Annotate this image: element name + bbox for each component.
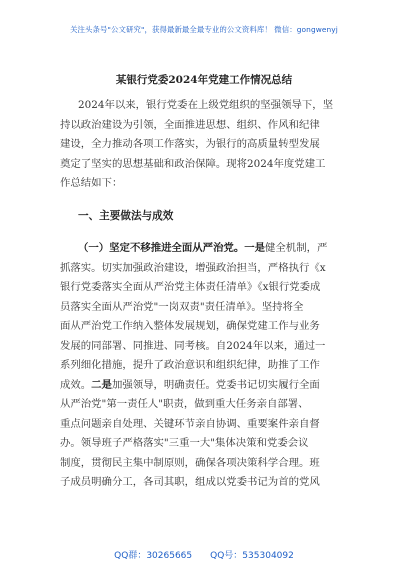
body-text: 成效。 — [60, 378, 92, 391]
subsection-first-line — [60, 239, 360, 259]
point-lead: 二是 — [91, 378, 112, 391]
footer-qq-number: QQ号：535304092 — [210, 551, 294, 561]
body-text: 健全机制，严 — [265, 242, 328, 254]
body-line: 发展的同部署、同推进、同考核。自2024年以来，通过一 — [60, 339, 326, 352]
intro-line: 持以政治建设为引领，全面推进思想、组织、作风和纪律 — [60, 118, 320, 131]
body-line: 银行党委落实全面从严治党主体责任清单》《x银行党委成 — [60, 281, 321, 293]
body-text: 加强领导，明确责任。党委书记切实履行全面 — [111, 378, 320, 391]
body-line: 系列细化措施，提升了政治意识和组织纪律，助推了工作 — [60, 359, 320, 371]
body-line — [60, 376, 360, 396]
footer-contact — [0, 548, 408, 561]
section-heading: 一、主要做法与成效 — [78, 209, 174, 222]
body-line: 抓落实。切实加强政治建设，增强政治担当，严格执行《x — [60, 261, 326, 274]
document-title: 某银行党委2024年党建工作情况总结 — [115, 74, 293, 86]
body-line: 员落实全面从严治党"一岗双责"责任清单》。坚持将全 — [60, 300, 304, 313]
intro-line: 2024年以来，银行党委在上级党组织的坚强领导下，坚 — [78, 99, 334, 111]
intro-line: 奠定了坚实的思想基础和政治保障。现将2024年度党建工 — [60, 157, 326, 170]
document-body — [60, 96, 360, 493]
body-line: 办。领导班子严格落实"三重一大"集体决策和党委会议 — [60, 437, 309, 449]
point-lead: 一是 — [244, 242, 266, 254]
body-line: 面从严治党工作纳入整体发展规划，确保党建工作与业务 — [60, 320, 320, 332]
intro-line: 建设，全力推动各项工作落实，为银行的高质量转型发展 — [60, 138, 320, 150]
body-line: 重点问题亲自处理、关键环节亲自协调、重要案件亲自督 — [60, 417, 320, 430]
body-line: 子成员明确分工，各司其职，组成以党委书记为首的党风 — [60, 476, 320, 488]
footer-qq-group: QQ群：30265665 — [114, 551, 193, 561]
body-line: 从严治党"第一责任人"职责，做到重大任务亲自部署、 — [60, 398, 309, 410]
spacer — [60, 226, 360, 239]
header-notice: 关注头条号"公文研究"，获得最新最全最专业的公文资料库！ 微信：gongwenyj — [70, 25, 338, 34]
body-line: 制度，贯彻民主集中制原则，确保各项决策科学合理。班 — [60, 456, 320, 469]
intro-line: 作总结如下： — [60, 177, 123, 189]
spacer — [60, 194, 360, 207]
subsection-heading: （一）坚定不移推进全面从严治党。 — [78, 242, 245, 254]
